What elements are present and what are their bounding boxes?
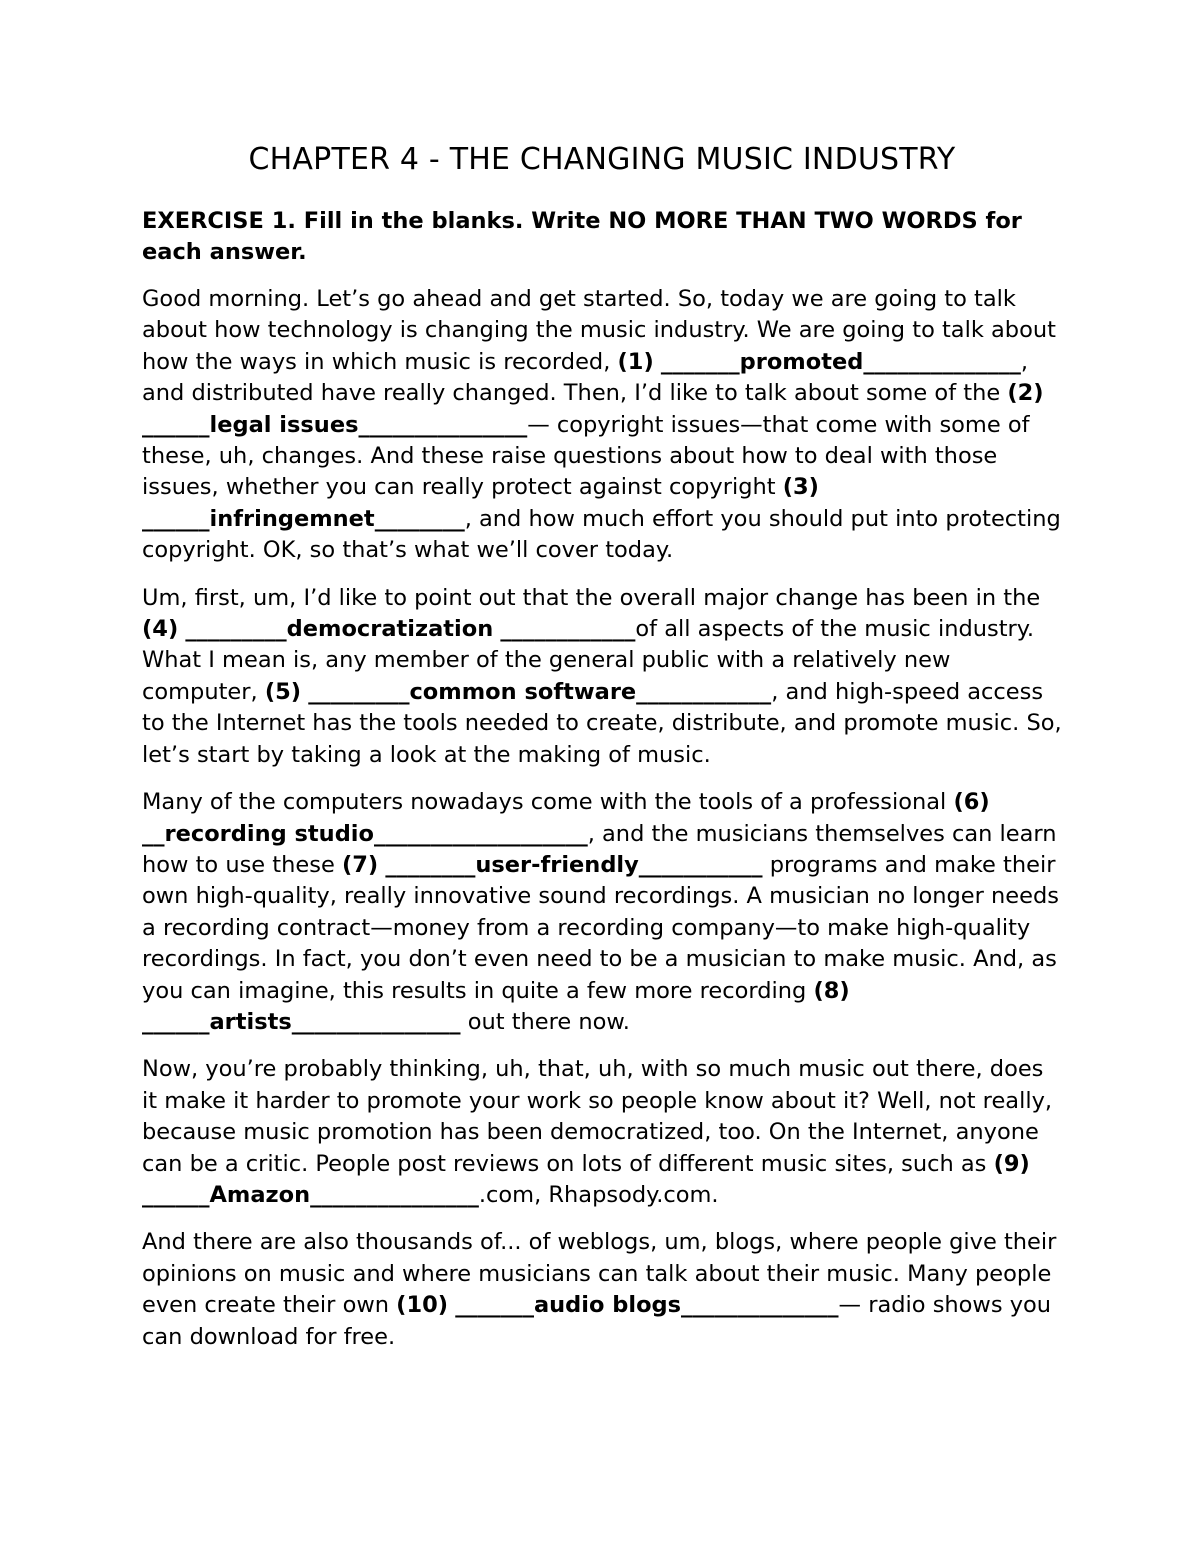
text: Many of the computers nowadays come with the tools of a professional <box>142 789 954 816</box>
blank-number-7: (7) <box>341 851 379 878</box>
text: of all aspects of the music industry. What I mean is, any member of the general public with a relatively new computer, <box>142 616 1035 705</box>
answer-blank-4-tail: ____________ <box>500 616 636 643</box>
text: , and distributed have really changed. Then, I’d like to talk about some of the <box>142 348 1028 407</box>
blank-number-5: (5) <box>264 678 302 705</box>
text: Good morning. Let’s go ahead and get started. So, today we are going to talk about how technology is changing the music industry. We are going to talk about how the ways in which music is recorded, <box>142 286 1056 375</box>
answer-blank-6: __recording studio___________________ <box>142 820 588 847</box>
blank-number-6: (6) <box>953 789 990 816</box>
document-page <box>142 140 1062 1369</box>
chapter-title: CHAPTER 4 - THE CHANGING MUSIC INDUSTRY <box>248 142 956 177</box>
paragraph-5 <box>142 1227 1062 1353</box>
answer-blank-5: _________common software____________ <box>308 678 772 705</box>
text: programs and make their own high-quality, really innovative sound recordings. A musician no longer needs a recording contract—money from a recording company—to make high-quality recordings. In fact, you don’t even need to be a musician to make music. And, as you can imagine, this results in quite a few more recording <box>142 851 1059 1004</box>
answer-blank-4: _________democratization <box>185 616 494 643</box>
text: , and how much effort you should put into protecting copyright. OK, so that’s what we’ll cover today. <box>142 505 1061 564</box>
text: — radio shows you can download for free. <box>142 1292 1052 1350</box>
blank-number-2: (2) <box>1007 380 1044 407</box>
answer-blank-8: ______artists_______________ <box>142 1008 461 1035</box>
paragraph-4 <box>142 1054 1062 1211</box>
text: Now, you’re probably thinking, uh, that, uh, with so much music out there, does it make it harder to promote your work so people know about it? Well, not really, because music promotion has been democratized, too. On the Internet, anyone can be a critic. People post reviews on lots of different music sites, such as <box>142 1056 1053 1177</box>
paragraph-1 <box>142 284 1062 567</box>
text: Um, first, um, I’d like to point out that the overall major change has been in the <box>142 584 1041 611</box>
exercise-heading: EXERCISE 1. Fill in the blanks. Write NO MORE THAN TWO WORDS for each answer. <box>142 208 1022 265</box>
blank-number-3: (3) <box>782 474 819 501</box>
paragraph-2 <box>142 583 1062 771</box>
text: out there now. <box>460 1008 630 1035</box>
blank-number-4: (4) <box>142 616 179 643</box>
blank-number-1: (1) <box>617 348 654 375</box>
text: And there are also thousands of... of weblogs, um, blogs, where people give their opinions on music and where musicians can talk about their music. Many people even create their own <box>142 1229 1057 1319</box>
blank-number-8: (8) <box>813 977 850 1004</box>
answer-blank-7: ________user-friendly___________ <box>385 851 763 878</box>
answer-blank-2: ______legal issues_______________ <box>142 411 528 438</box>
answer-blank-10: _______audio blogs______________ <box>455 1292 839 1319</box>
text: — copyright issues—that come with some of these, uh, changes. And these raise questions about how to deal with those issues, whether you can really protect against copyright <box>142 411 1030 501</box>
answer-blank-9: ______Amazon_______________ <box>142 1181 479 1208</box>
answer-blank-1: _______promoted______________ <box>660 348 1021 375</box>
text: , and high-speed access to the Internet has the tools needed to create, distribute, and promote music. So, let’s start by taking a look at the making of music. <box>142 678 1062 768</box>
blank-number-10: (10) <box>396 1292 449 1319</box>
text: , and the musicians themselves can learn how to use these <box>142 820 1057 878</box>
blank-number-9: (9) <box>993 1150 1030 1177</box>
answer-blank-3: ______infringemnet________ <box>142 505 465 532</box>
text: .com, Rhapsody.com. <box>478 1181 719 1208</box>
paragraph-3 <box>142 787 1062 1038</box>
